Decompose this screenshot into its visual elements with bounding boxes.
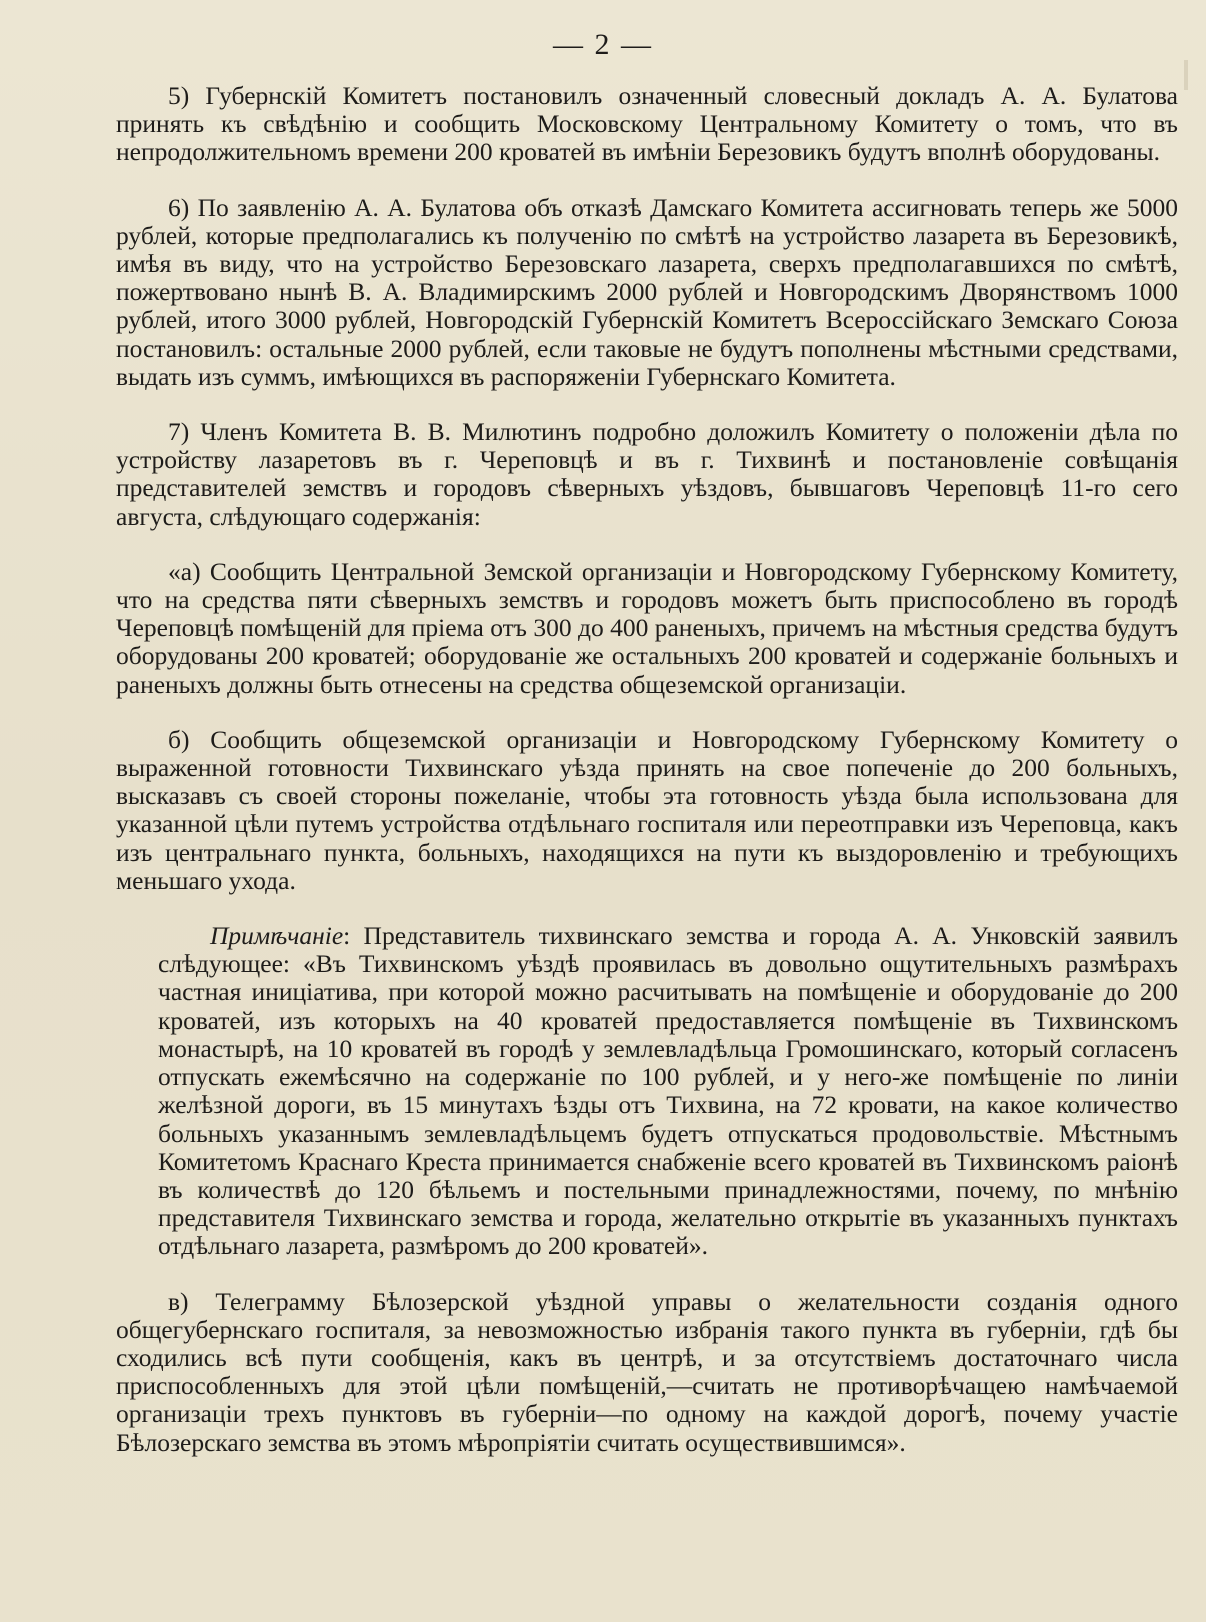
note-paragraph <box>158 922 1178 1260</box>
paragraph-6: 6) По заявленію А. А. Булатова объ отказѣ Дамскаго Комитета ассигновать теперь же 5000 рублей, которые предполагались къ полученію по смѣтѣ на устройство лазарета въ Березовикѣ, имѣя въ виду, что на устройство Березовскаго лазарета, сверхъ предполагавшихся по смѣтѣ, пожертвовано нынѣ В. А. Владимирскимъ 2000 рублей и Новгородскимъ Дворянствомъ 1000 рублей, итого 3000 рублей, Новгородскій Губернскій Комитетъ Всероссійскаго Земскаго Союза постановилъ: остальные 2000 рублей, если таковые не будутъ пополнены мѣстными средствами, выдать изъ суммъ, имѣющихся въ распоряженіи Губернскаго Комитета. <box>116 192 1178 391</box>
paragraph-a: «а) Сообщить Центральной Земской организаціи и Новгородскому Губернскому Комитету, что на средства пяти сѣверныхъ земствъ и городовъ можетъ быть приспособлено въ городѣ Череповцѣ помѣщеній для пріема отъ 300 до 400 раненыхъ, причемъ на мѣстныя средства будутъ оборудованы 200 кроватей; оборудованіе же остальныхъ 200 кроватей и содержаніе больныхъ и раненыхъ должны быть отнесены на средства общеземской организаціи. <box>116 556 1178 699</box>
paragraph-5: 5) Губернскій Комитетъ постановилъ означенный словесный докладъ А. А. Булатова принять къ свѣдѣнію и сообщить Московскому Центральному Комитету о томъ, что въ непродолжительномъ времени 200 кроватей въ имѣніи Березовикъ будутъ вполнѣ оборудованы. <box>116 81 1178 167</box>
paper-mark <box>1184 60 1188 90</box>
paragraph-b: б) Сообщить общеземской организаціи и Новгородскому Губернскому Комитету о выраженной готовности Тихвинскаго уѣзда принять на свое попеченіе до 200 больныхъ, высказавъ съ своей стороны пожеланіе, чтобы эта готовность уѣзда была использована для указанной цѣли путемъ устройства отдѣльнаго госпиталя или переотправки изъ Череповца, какъ изъ центральнаго пункта, больныхъ, находящихся на пути къ выздоровленію и требующихъ меньшаго ухода. <box>116 724 1178 895</box>
page-number: — 2 — <box>553 28 653 61</box>
paragraph-7: 7) Членъ Комитета В. В. Милютинъ подробно доложилъ Комитету о положеніи дѣла по устройству лазаретовъ въ г. Череповцѣ и въ г. Тихвинѣ и постановленіе совѣщанія представителей земствъ и городовъ сѣверныхъ уѣздовъ, бывшаговъ Череповцѣ 11-го сего августа, слѣдующаго содержанія: <box>116 417 1178 531</box>
note-label: Примѣчаніе <box>210 921 344 951</box>
note-text: : Представитель тихвинскаго земства и города А. А. Унковскій заявилъ слѣдующее: «Въ Тихвинскомъ уѣздѣ проявилась въ довольно ощутительныхъ размѣрахъ частная иниціатива, при которой можно расчитывать на помѣщеніе и оборудованіе до 200 кроватей, изъ которыхъ на 40 кроватей предоставляется помѣщеніе въ Тихвинскомъ монастырѣ, на 10 кроватей въ городѣ у землевладѣльца Громошинскаго, который согласенъ отпускать ежемѣсячно на содержаніе по 100 рублей, и у него-же помѣщеніе по линіи желѣзной дороги, въ 15 минутахъ ѣзды отъ Тихвина, на 72 кровати, на какое количество больныхъ указаннымъ землевладѣльцемъ будетъ отпускаться продовольствіе. Мѣстнымъ Комитетомъ Краснаго Креста принимается снабженіе всего кроватей въ Тихвинскомъ раіонѣ въ количествѣ до 120 бѣльемъ и постельными принадлежностями, почему, по мнѣнію представителя Тихвинскаго земства и города, желательно открытіе въ указанныхъ пунктахъ отдѣльнаго лазарета, размѣромъ до 200 кроватей». <box>158 921 1178 1261</box>
document-body <box>116 82 1178 1457</box>
paragraph-v: в) Телеграмму Бѣлозерской уѣздной управы о желательности созданія одного общегубернскаго госпиталя, за невозможностью избранія такого пункта въ губерніи, гдѣ бы сходились всѣ пути сообщенія, какъ въ центрѣ, и за отсутствіемъ достаточнаго числа приспособленныхъ для этой цѣли помѣщеній,—считать не противорѣчащею намѣчаемой организаціи трехъ пунктовъ въ губерніи—по одному на каждой дорогѣ, почему участіе Бѣлозерскаго земства въ этомъ мѣропріятіи считать осуществившимся». <box>116 1286 1178 1457</box>
